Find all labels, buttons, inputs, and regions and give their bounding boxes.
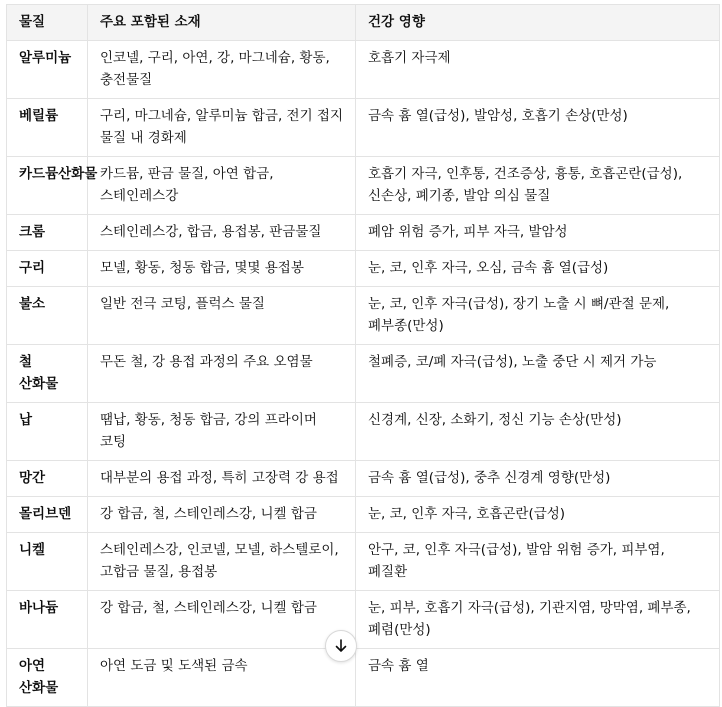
table-header-row <box>7 5 720 41</box>
cell-sources: 모넬, 황동, 청동 합금, 몇몇 용접봉 <box>88 251 356 287</box>
cell-effects: 철폐증, 코/폐 자극(급성), 노출 중단 시 제거 가능 <box>356 345 720 403</box>
cell-material: 아연 산화물 <box>7 649 88 707</box>
scroll-to-bottom-button[interactable] <box>325 630 357 662</box>
cell-material: 납 <box>7 403 88 461</box>
cell-sources: 구리, 마그네슘, 알루미늄 합금, 전기 접지 물질 내 경화제 <box>88 99 356 157</box>
cell-material: 니켈 <box>7 533 88 591</box>
cell-sources: 땜납, 황동, 청동 합금, 강의 프라이머 코팅 <box>88 403 356 461</box>
cell-material: 불소 <box>7 287 88 345</box>
cell-sources: 일반 전극 코팅, 플럭스 물질 <box>88 287 356 345</box>
health-effects-table <box>6 4 720 707</box>
cell-material: 철 산화물 <box>7 345 88 403</box>
cell-material: 베릴륨 <box>7 99 88 157</box>
cell-sources: 대부분의 용접 과정, 특히 고장력 강 용접 <box>88 461 356 497</box>
cell-effects: 안구, 코, 인후 자극(급성), 발암 위험 증가, 피부염, 폐질환 <box>356 533 720 591</box>
table-row <box>7 345 720 403</box>
cell-material: 알루미늄 <box>7 41 88 99</box>
header-material: 물질 <box>7 5 88 41</box>
cell-sources: 스테인레스강, 합금, 용접봉, 판금물질 <box>88 215 356 251</box>
table-row <box>7 591 720 649</box>
table-row <box>7 649 720 707</box>
cell-material: 크롬 <box>7 215 88 251</box>
cell-effects: 금속 흄 열 <box>356 649 720 707</box>
cell-effects: 폐암 위험 증가, 피부 자극, 발암성 <box>356 215 720 251</box>
cell-sources: 인코넬, 구리, 아연, 강, 마그네슘, 황동, 충전물질 <box>88 41 356 99</box>
table-row <box>7 41 720 99</box>
cell-effects: 눈, 코, 인후 자극(급성), 장기 노출 시 뼈/관절 문제, 폐부종(만성) <box>356 287 720 345</box>
table-row <box>7 157 720 215</box>
cell-effects: 눈, 피부, 호흡기 자극(급성), 기관지염, 망막염, 폐부종, 폐렴(만성) <box>356 591 720 649</box>
cell-effects: 신경계, 신장, 소화기, 정신 기능 손상(만성) <box>356 403 720 461</box>
table-row <box>7 215 720 251</box>
cell-effects: 금속 흄 열(급성), 중추 신경계 영향(만성) <box>356 461 720 497</box>
cell-sources: 강 합금, 철, 스테인레스강, 니켈 합금 <box>88 497 356 533</box>
cell-material: 구리 <box>7 251 88 287</box>
cell-material: 몰리브덴 <box>7 497 88 533</box>
cell-effects: 호흡기 자극제 <box>356 41 720 99</box>
cell-effects: 금속 흄 열(급성), 발암성, 호흡기 손상(만성) <box>356 99 720 157</box>
header-sources: 주요 포함된 소재 <box>88 5 356 41</box>
table-row <box>7 251 720 287</box>
table-row <box>7 99 720 157</box>
cell-material: 카드뮴산화물 <box>7 157 88 215</box>
table-row <box>7 533 720 591</box>
cell-sources: 카드뮴, 판금 물질, 아연 합금, 스테인레스강 <box>88 157 356 215</box>
table-row <box>7 497 720 533</box>
cell-sources: 스테인레스강, 인코넬, 모넬, 하스텔로이, 고합금 물질, 용접봉 <box>88 533 356 591</box>
header-effects: 건강 영향 <box>356 5 720 41</box>
cell-sources: 무돈 철, 강 용접 과정의 주요 오염물 <box>88 345 356 403</box>
arrow-down-icon <box>333 638 349 654</box>
cell-sources: 아연 도금 및 도색된 금속 <box>88 649 356 707</box>
table-row <box>7 403 720 461</box>
cell-material: 바나듐 <box>7 591 88 649</box>
table-row <box>7 287 720 345</box>
cell-effects: 눈, 코, 인후 자극, 호흡곤란(급성) <box>356 497 720 533</box>
table-row <box>7 461 720 497</box>
cell-effects: 눈, 코, 인후 자극, 오심, 금속 흄 열(급성) <box>356 251 720 287</box>
cell-sources: 강 합금, 철, 스테인레스강, 니켈 합금 <box>88 591 356 649</box>
cell-material: 망간 <box>7 461 88 497</box>
cell-effects: 호흡기 자극, 인후통, 건조증상, 흉통, 호흡곤란(급성), 신손상, 폐기종, 발암 의심 물질 <box>356 157 720 215</box>
